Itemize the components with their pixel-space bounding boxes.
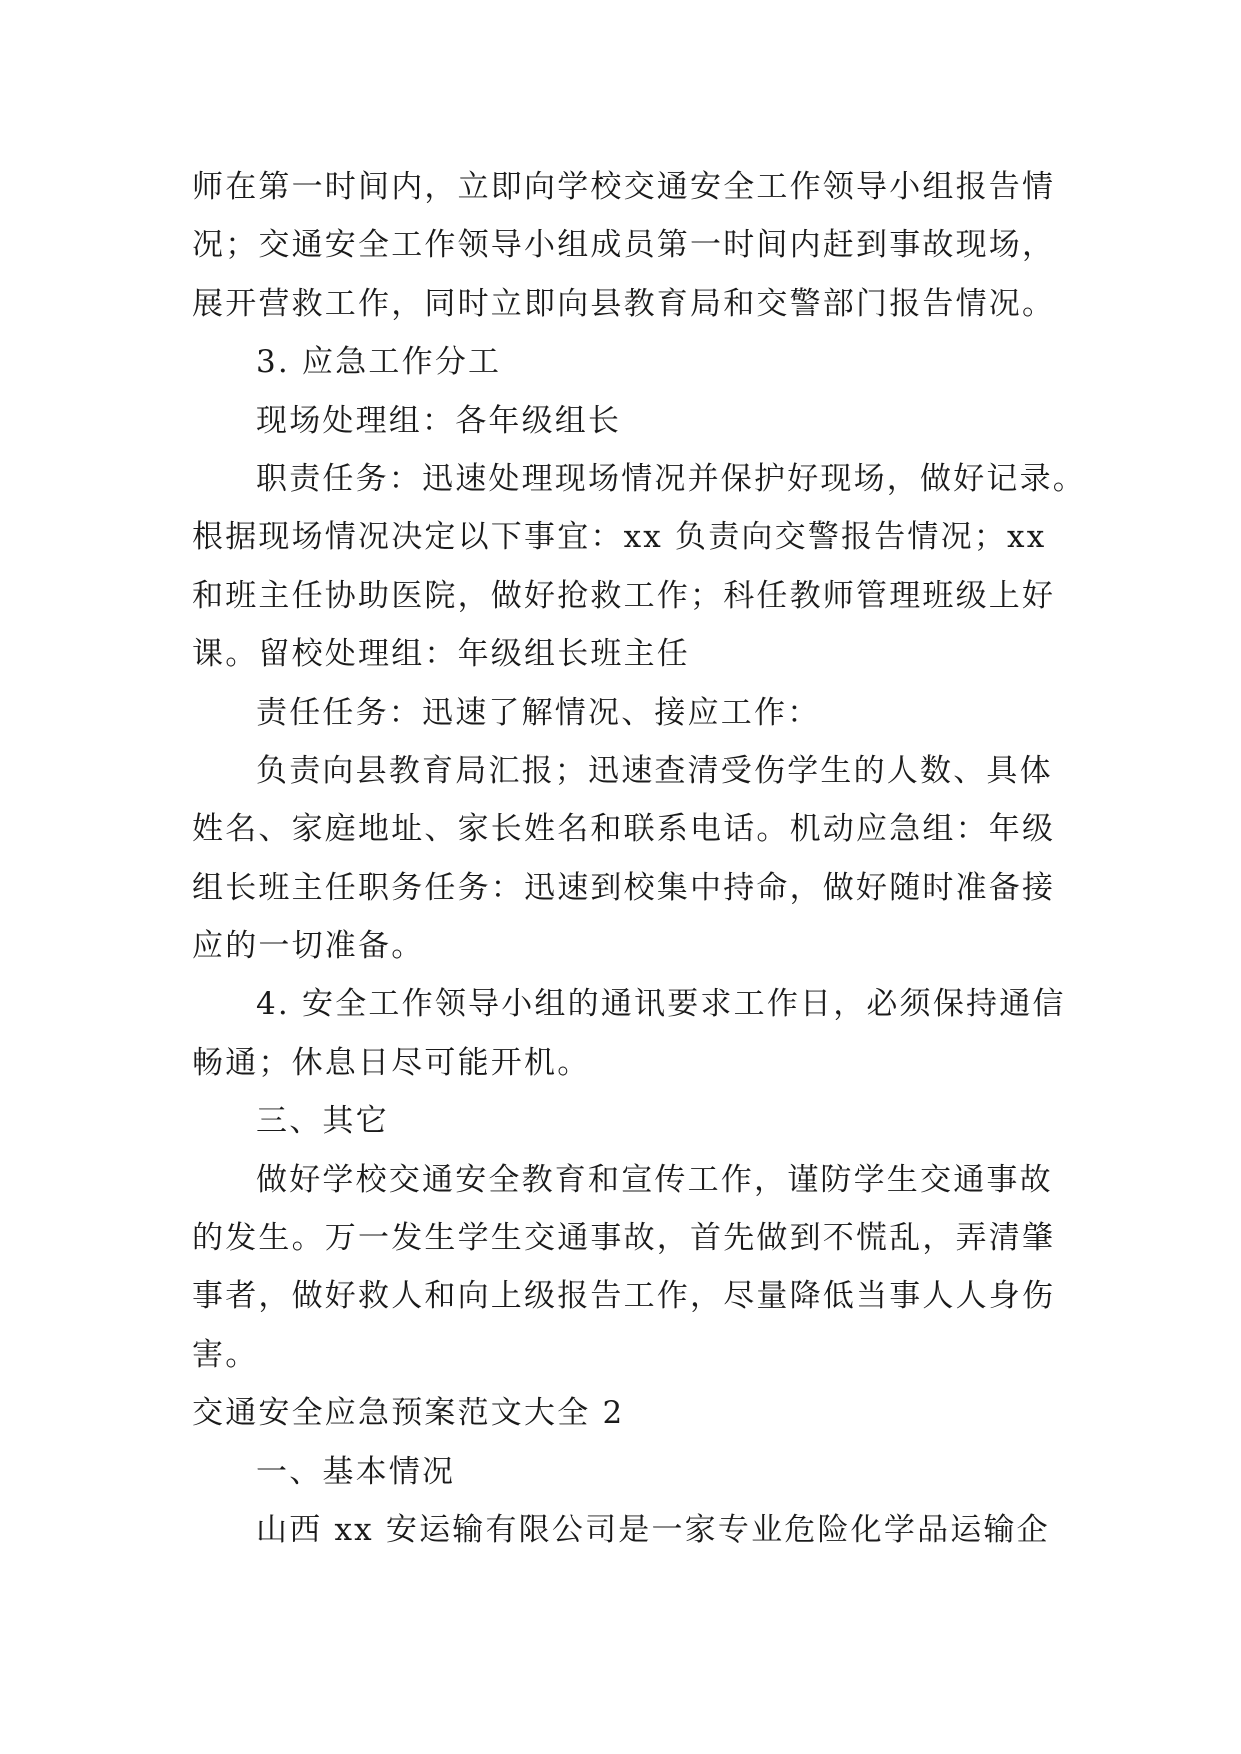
text-line: 根据现场情况决定以下事宜：xx 负责向交警报告情况；xx: [192, 519, 1047, 556]
text-line: 课。留校处理组：年级组长班主任: [192, 636, 690, 673]
text-line: 害。: [192, 1336, 259, 1373]
text-line: 责任任务：迅速了解情况、接应工作：: [256, 694, 821, 731]
text-line: 山西 xx 安运输有限公司是一家专业危险化学品运输企: [256, 1511, 1050, 1548]
text-line: 4. 安全工作领导小组的通讯要求工作日，必须保持通信: [256, 986, 1066, 1023]
text-line: 和班主任协助医院，做好抢救工作；科任教师管理班级上好: [192, 577, 1056, 614]
text-line: 职责任务：迅速处理现场情况并保护好现场，做好记录。: [256, 460, 1086, 497]
text-line: 的发生。万一发生学生交通事故，首先做到不慌乱，弄清肇: [192, 1220, 1056, 1257]
text-line: 一、基本情况: [256, 1453, 456, 1490]
document-body: [192, 158, 1086, 1559]
text-line: 展开营救工作，同时立即向县教育局和交警部门报告情况。: [192, 285, 1056, 322]
text-line: 师在第一时间内，立即向学校交通安全工作领导小组报告情: [192, 169, 1056, 205]
text-line: 3. 应急工作分工: [256, 344, 502, 381]
text-line: 现场处理组：各年级组长: [256, 402, 622, 439]
text-line: 做好学校交通安全教育和宣传工作，谨防学生交通事故: [256, 1161, 1053, 1198]
text-line: 况；交通安全工作领导小组成员第一时间内赶到事故现场，: [192, 227, 1056, 264]
text-line: 组长班主任职务任务：迅速到校集中持命，做好随时准备接: [192, 869, 1056, 906]
text-line: 事者，做好救人和向上级报告工作，尽量降低当事人人身伤: [192, 1278, 1056, 1315]
text-line: 三、其它: [256, 1103, 389, 1140]
text-line: 交通安全应急预案范文大全 2: [192, 1395, 625, 1432]
text-line: 应的一切准备。: [192, 928, 425, 965]
text-line: 负责向县教育局汇报；迅速查清受伤学生的人数、具体: [256, 752, 1053, 789]
text-line: 姓名、家庭地址、家长姓名和联系电话。机动应急组：年级: [192, 811, 1056, 848]
text-line: 畅通；休息日尽可能开机。: [192, 1044, 591, 1081]
